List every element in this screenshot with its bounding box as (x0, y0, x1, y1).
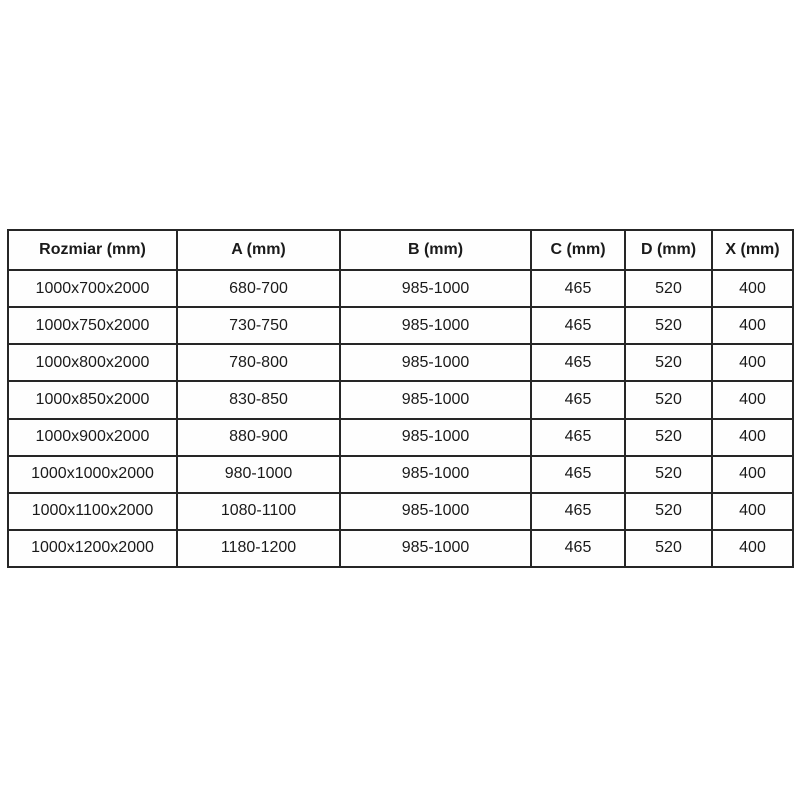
table-row (8, 530, 793, 567)
cell-a: 780-800 (177, 344, 340, 381)
cell-x: 400 (712, 419, 793, 456)
header-a: A (mm) (177, 230, 340, 270)
cell-x: 400 (712, 270, 793, 307)
cell-a: 830-850 (177, 381, 340, 418)
cell-d: 520 (625, 530, 712, 567)
header-c: C (mm) (531, 230, 625, 270)
cell-b: 985-1000 (340, 307, 531, 344)
cell-c: 465 (531, 381, 625, 418)
table-row (8, 419, 793, 456)
cell-rozmiar: 1000x1000x2000 (8, 456, 177, 493)
table-row (8, 381, 793, 418)
cell-d: 520 (625, 381, 712, 418)
cell-b: 985-1000 (340, 419, 531, 456)
cell-rozmiar: 1000x1100x2000 (8, 493, 177, 530)
cell-rozmiar: 1000x700x2000 (8, 270, 177, 307)
cell-x: 400 (712, 493, 793, 530)
cell-b: 985-1000 (340, 270, 531, 307)
cell-a: 880-900 (177, 419, 340, 456)
cell-c: 465 (531, 493, 625, 530)
cell-d: 520 (625, 270, 712, 307)
cell-x: 400 (712, 381, 793, 418)
table-row (8, 344, 793, 381)
size-spec-table (7, 229, 794, 568)
table-row (8, 307, 793, 344)
cell-c: 465 (531, 530, 625, 567)
header-x: X (mm) (712, 230, 793, 270)
table-header-row (8, 230, 793, 270)
cell-x: 400 (712, 307, 793, 344)
cell-b: 985-1000 (340, 344, 531, 381)
cell-c: 465 (531, 270, 625, 307)
cell-x: 400 (712, 456, 793, 493)
cell-c: 465 (531, 307, 625, 344)
cell-rozmiar: 1000x850x2000 (8, 381, 177, 418)
cell-d: 520 (625, 456, 712, 493)
cell-d: 520 (625, 344, 712, 381)
cell-c: 465 (531, 344, 625, 381)
cell-rozmiar: 1000x900x2000 (8, 419, 177, 456)
table-row (8, 270, 793, 307)
cell-x: 400 (712, 530, 793, 567)
cell-c: 465 (531, 456, 625, 493)
cell-b: 985-1000 (340, 456, 531, 493)
header-d: D (mm) (625, 230, 712, 270)
table-row (8, 456, 793, 493)
table-row (8, 493, 793, 530)
cell-a: 1180-1200 (177, 530, 340, 567)
cell-rozmiar: 1000x800x2000 (8, 344, 177, 381)
cell-a: 1080-1100 (177, 493, 340, 530)
header-b: B (mm) (340, 230, 531, 270)
cell-rozmiar: 1000x1200x2000 (8, 530, 177, 567)
cell-c: 465 (531, 419, 625, 456)
cell-d: 520 (625, 419, 712, 456)
cell-x: 400 (712, 344, 793, 381)
header-rozmiar: Rozmiar (mm) (8, 230, 177, 270)
cell-b: 985-1000 (340, 381, 531, 418)
cell-b: 985-1000 (340, 493, 531, 530)
cell-b: 985-1000 (340, 530, 531, 567)
cell-a: 730-750 (177, 307, 340, 344)
cell-d: 520 (625, 307, 712, 344)
cell-rozmiar: 1000x750x2000 (8, 307, 177, 344)
cell-a: 680-700 (177, 270, 340, 307)
cell-a: 980-1000 (177, 456, 340, 493)
cell-d: 520 (625, 493, 712, 530)
